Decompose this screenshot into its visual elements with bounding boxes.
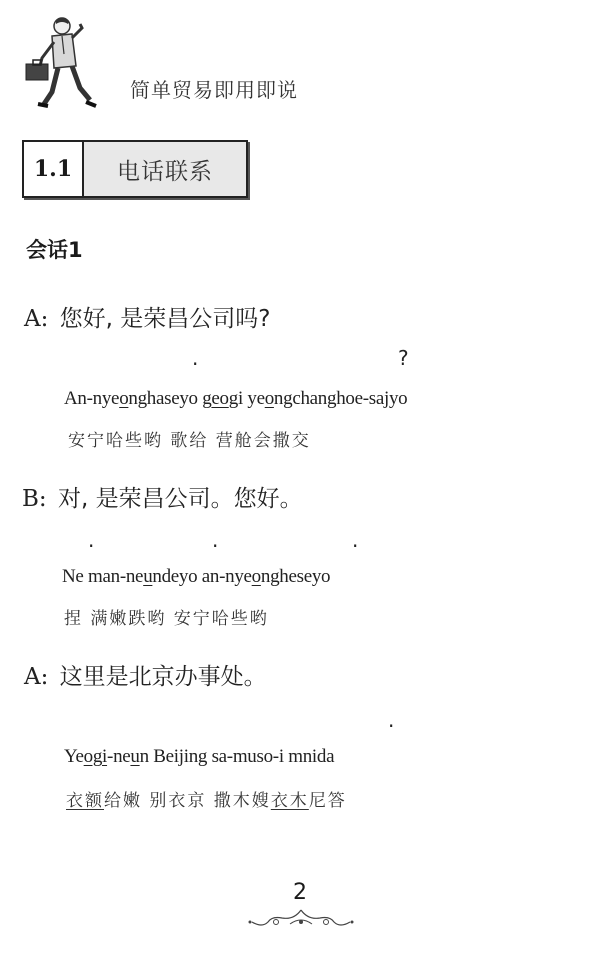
roman-part: ndeyo an-nye [152, 566, 252, 587]
book-title: 简单贸易即用即说 [130, 78, 298, 102]
section-number: 1.1 [24, 142, 84, 196]
roman-part: ngchanghoe-sajyo [273, 388, 408, 409]
homophone-text: 安宁哈些哟 歌给 营舱会撒交 [68, 431, 311, 451]
line-2-romanization [62, 566, 330, 588]
korean-mark: . [352, 528, 359, 552]
roman-part: gi ye [228, 388, 265, 409]
line-1-chinese [24, 300, 271, 333]
speaker-label: A: [24, 306, 49, 332]
ornament-divider-icon [246, 906, 356, 930]
line-1-homophone [68, 426, 311, 451]
speaker-label: B: [22, 486, 47, 512]
line-1-romanization [64, 388, 407, 410]
roman-part: An-nye [64, 388, 120, 409]
line-2-chinese [22, 480, 303, 513]
roman-underlined: o [251, 566, 261, 587]
line-2-homophone [64, 604, 269, 629]
homophone-text: 捏 满嫩跌哟 安宁哈些哟 [64, 609, 269, 629]
businessman-illustration [18, 14, 100, 114]
line-3-romanization [64, 746, 334, 768]
korean-mark: . [192, 346, 199, 370]
roman-part: nghaseyo g [128, 388, 212, 409]
homophone-text: 尼答 [308, 791, 347, 811]
chinese-text: 这里是北京办事处。 [59, 664, 267, 690]
korean-mark: ? [398, 346, 409, 370]
homophone-underlined: 衣木 [270, 791, 309, 811]
korean-mark: . [212, 528, 219, 552]
line-3-chinese [24, 658, 267, 691]
chinese-text: 您好, 是荣昌公司吗? [59, 306, 271, 332]
dialogue-label: 会话1 [26, 238, 83, 262]
roman-underlined: ogi [83, 746, 108, 767]
roman-part: Ye [64, 746, 84, 767]
page-number: 2 [293, 880, 307, 905]
section-heading [22, 140, 248, 198]
roman-part: Ne man-ne [62, 566, 144, 587]
roman-part: ngheseyo [260, 566, 331, 587]
korean-mark: . [388, 708, 395, 732]
chinese-text: 对, 是荣昌公司。您好。 [57, 486, 303, 512]
roman-underlined: o [264, 388, 274, 409]
roman-underlined: o [119, 388, 129, 409]
line-3-homophone [66, 786, 347, 811]
roman-underlined: u [130, 746, 140, 767]
roman-part: n Beijing sa-muso-i mnida [139, 746, 335, 767]
speaker-label: A: [24, 664, 49, 690]
roman-underlined: eo [211, 388, 229, 409]
homophone-text: 给嫩 别衣京 撒木嫂 [104, 791, 271, 811]
roman-underlined: u [143, 566, 153, 587]
section-title: 电话联系 [84, 142, 246, 196]
korean-mark: . [88, 528, 95, 552]
roman-part: -ne [107, 746, 131, 767]
homophone-underlined: 衣额 [66, 791, 104, 811]
